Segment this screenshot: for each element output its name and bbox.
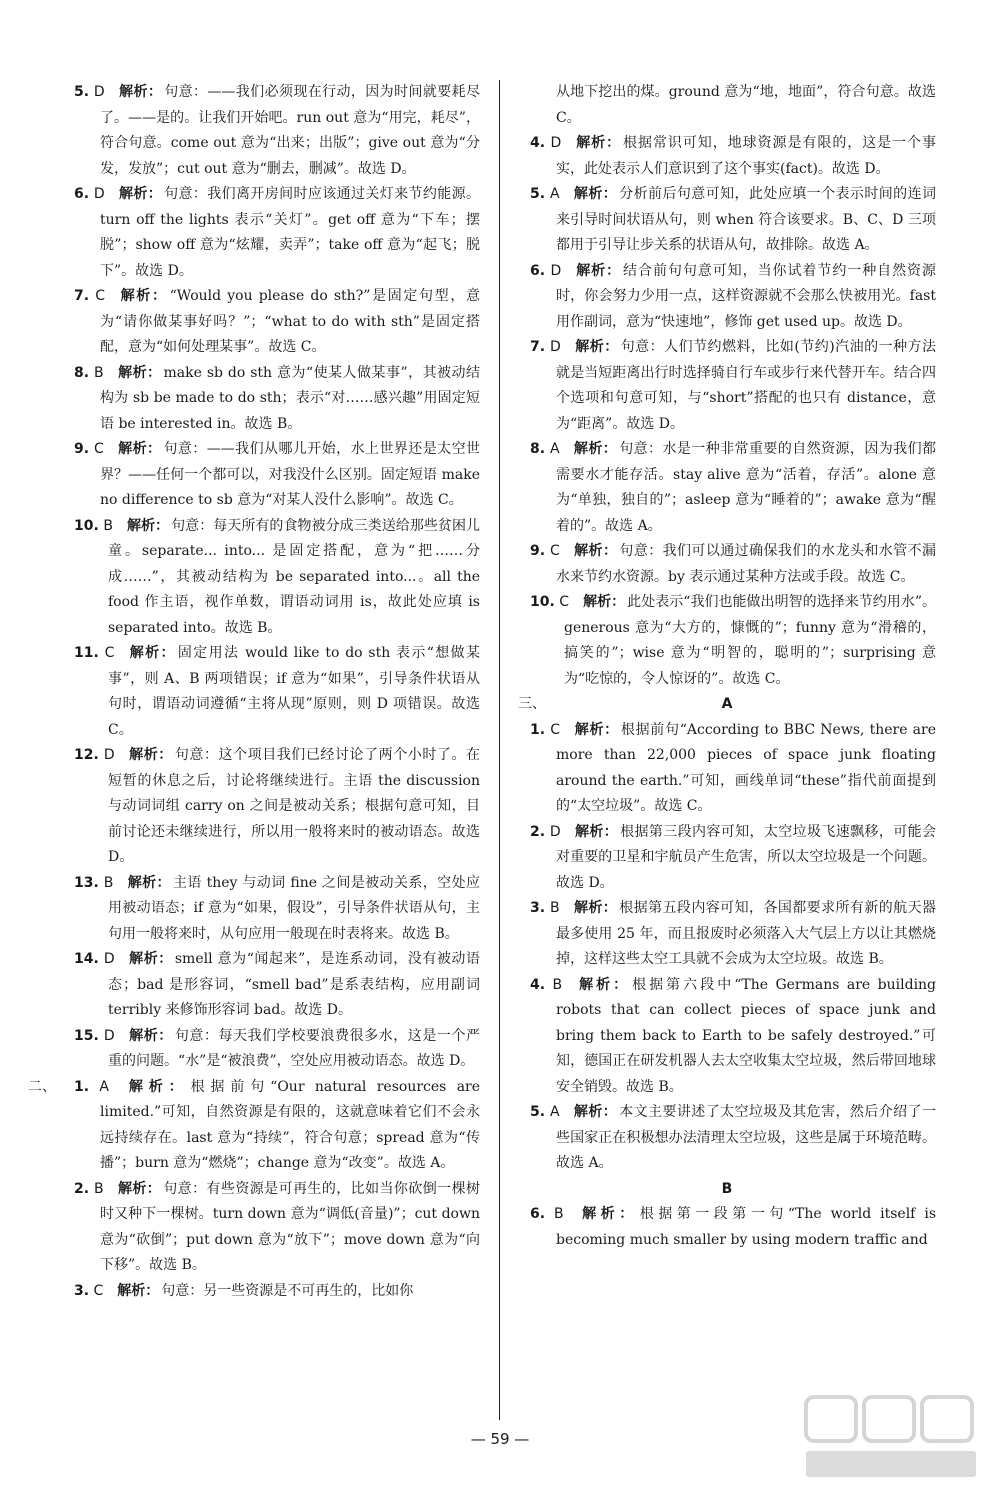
analysis-text: make sb do sth 意为“使某人做某事”，其被动结构为 sb be made to do sth；表示“对……感兴趣”用固定短语 be interested in。故选 B。 — [100, 364, 481, 432]
answer-item — [62, 1279, 480, 1305]
item-number: 5. — [530, 186, 546, 202]
analysis-label: 解析： — [128, 951, 173, 967]
analysis-text: 句意：人们节约燃料，比如(节约)汽油的一种方法就是当短距离出行时选择骑自行车或步行来代替开车。结合四个选项和句意可知，与“short”搭配的也只有 distance，意为“距离”。故选 D。 — [556, 339, 937, 432]
analysis-label: 解析： — [573, 1104, 618, 1120]
item-answer: B — [103, 874, 114, 891]
continuation-text: 从地下挖出的煤。ground 意为“地，地面”，符合句意。故选 C。 — [556, 84, 936, 126]
analysis-text: 句意：另一些资源是不可再生的，比如你 — [161, 1282, 414, 1299]
item-number: 6. — [530, 262, 546, 279]
answer-item — [62, 437, 480, 514]
item-answer: B — [549, 900, 560, 916]
analysis-text: 根据第六段中“The Germans are building robots that can collect pieces of space junk and bring them back to Earth to be safely destroyed.”可知，德国正在研发机器人去太空收集太空垃圾，然后带回地球安全销毁。故选 B。 — [556, 976, 937, 1095]
answer-item — [518, 718, 936, 820]
analysis-label: 解析： — [573, 900, 618, 916]
item-answer: C — [93, 1282, 104, 1299]
item-number: 13. — [74, 874, 99, 891]
analysis-text: 句意：水是一种非常重要的自然资源，因为我们都需要水才能存活。stay alive 意为“活着，存活”。alone 意为“单独，独自的”；asleep 意为“睡着的”；awake 意为“醒着的”。故选 A。 — [556, 441, 937, 534]
analysis-label: 解析： — [117, 1282, 160, 1299]
analysis-text: 根据前句“Our natural resources are limited.”可知，自然资源是有限的，这就意味着它们不会永远持续存在。last 意为“持续”，符合句意；spread 意为“传播”；burn 意为“燃烧”；change 意为“改变”。故选 A。 — [100, 1078, 481, 1171]
item-answer: D — [550, 262, 562, 279]
item-number: 11. — [74, 645, 99, 661]
item-number: 2. — [74, 1180, 90, 1197]
column-divider — [499, 80, 500, 1420]
item-number: 10. — [530, 594, 555, 610]
item-answer: A — [549, 441, 560, 457]
answer-item — [518, 973, 936, 1101]
item-number: 15. — [74, 1027, 99, 1044]
analysis-text: 本文主要讲述了太空垃圾及其危害，然后介绍了一些国家正在积极想办法清理太空垃圾，这些是属于环境范畴。故选 A。 — [556, 1104, 937, 1171]
analysis-text: 句意：每天所有的食物被分成三类送给那些贫困儿童。separate... into... 是固定搭配，意为“把……分成……”，其被动结构为 be separated into...。all the food 作主语，视作单数，谓语动词用 is，故此处应填 is separated into。故选 B。 — [108, 517, 481, 636]
answer-item — [518, 131, 936, 182]
passage-a-label: A — [721, 696, 733, 712]
passage-b-label: B — [721, 1180, 733, 1197]
item-answer: B — [552, 976, 563, 993]
analysis-text: “Would you please do sth?”是固定句型，意为“请你做某事好吗？”；“what to do with sth”是固定搭配，意为“如何处理某事”。故选 C。 — [100, 288, 481, 355]
answer-item — [62, 641, 480, 743]
answer-item — [518, 896, 936, 973]
answer-item — [518, 182, 936, 259]
section-2 — [28, 1075, 481, 1305]
answer-item — [62, 871, 480, 948]
section-2-label: 二、 — [28, 1078, 56, 1095]
analysis-label: 解析： — [123, 1078, 189, 1095]
analysis-text: 固定用法 would like to do sth 表示“想做某事”，则 A、B 两项错误；if 意为“如果”，引导条件状语从句时，谓语动词遵循“主将从现”原则，则 D 项错误。故选 C。 — [108, 645, 480, 738]
analysis-label: 解析： — [573, 186, 618, 202]
item-number: 9. — [74, 441, 90, 457]
answer-item — [518, 1202, 936, 1253]
item-number: 6. — [74, 186, 90, 202]
analysis-text: 句意：有些资源是可再生的，比如当你砍倒一棵树时又种下一棵树。turn down 意为“调低(音量)”；cut down 意为“砍倒”；put down 意为“放下”；move down 意为“向下移”。故选 B。 — [100, 1180, 481, 1273]
analysis-text: 根据第一段第一句“The world itself is becoming much smaller by using modern traffic and — [556, 1206, 936, 1248]
answer-item — [62, 1024, 480, 1075]
analysis-text: 根据第三段内容可知，太空垃圾飞速飘移，可能会对重要的卫星和宇航员产生危害，所以太空垃圾是一个问题。故选 D。 — [556, 823, 937, 891]
analysis-label: 解析： — [117, 1180, 162, 1197]
item-answer: B — [93, 1180, 104, 1197]
item-answer: D — [103, 747, 115, 763]
answer-item — [62, 743, 480, 871]
item-number: 7. — [74, 288, 90, 304]
analysis-label: 解析： — [574, 823, 619, 840]
analysis-text: 根据常识可知，地球资源是有限的，这是一个事实，此处表示人们意识到了这个事实(fact)。故选 D。 — [556, 135, 937, 177]
answer-item — [518, 1100, 936, 1177]
section-3-label: 三、 — [518, 696, 546, 712]
analysis-label: 解析： — [573, 441, 618, 457]
analysis-text: 句意：——我们必须现在行动，因为时间就要耗尽了。——是的。让我们开始吧。run out 意为“用完，耗尽”，符合句意。come out 意为“出来；出版”；give out 意为“分发，发放”；cut out 意为“删去，删减”。故选 D。 — [100, 84, 481, 177]
analysis-label: 解析： — [575, 135, 622, 151]
item-answer: C — [95, 288, 105, 304]
item-answer: D — [550, 135, 562, 151]
item-answer: C — [549, 543, 560, 559]
answer-item — [62, 514, 480, 642]
analysis-text: 根据第五段内容可知，各国都要求所有新的航天器最多使用 25 年，而且报废时必须落入大气层上方以让其燃烧掉，这样这些太空工具就不会成为太空垃圾。故选 B。 — [556, 900, 937, 967]
analysis-label: 解析： — [573, 543, 618, 559]
item-number: 4. — [530, 135, 546, 151]
answer-item — [62, 1075, 480, 1177]
section-3-heading — [518, 692, 936, 718]
answer-item — [62, 947, 480, 1024]
analysis-label: 解析： — [118, 288, 168, 304]
analysis-text: 分析前后句意可知，此处应填一个表示时间的连词来引导时间状语从句，则 when 符合该要求。B、C、D 三项都用于引导让步关系的状语从句，故排除。故选 A。 — [556, 186, 937, 253]
analysis-label: 解析： — [574, 339, 619, 355]
analysis-label: 解析： — [127, 874, 171, 891]
analysis-label: 解析： — [128, 747, 173, 763]
item-number: 2. — [530, 823, 546, 840]
answer-item — [62, 80, 480, 182]
answer-item — [62, 1177, 480, 1279]
item-number: 10. — [74, 517, 99, 534]
item-number: 8. — [530, 441, 546, 457]
analysis-label: 解析： — [574, 721, 619, 738]
item-answer: B — [554, 1206, 564, 1222]
answer-item — [518, 539, 936, 590]
item-number: 5. — [74, 84, 90, 100]
item-number: 3. — [530, 900, 546, 916]
analysis-label: 解析： — [117, 364, 162, 381]
analysis-label: 解析： — [128, 645, 176, 661]
item-answer: D — [103, 951, 115, 967]
item-answer: D — [549, 823, 561, 840]
analysis-text: 句意：每天我们学校要浪费很多水，这是一个严重的问题。“水”是“被浪费”，空处应用被动语态。故选 D。 — [108, 1027, 481, 1069]
item-answer: D — [103, 1027, 115, 1044]
answer-item — [62, 182, 480, 284]
item-answer: D — [550, 339, 561, 355]
analysis-label: 解析： — [583, 594, 626, 610]
page-number: — 59 — — [470, 1430, 530, 1448]
item-number: 14. — [74, 951, 99, 967]
item-answer: A — [549, 1104, 560, 1120]
analysis-text: 句意：我们离开房间时应该通过关灯来节约能源。turn off the lights 表示“关灯”。get off 意为“下车；摆脱”；show off 意为“炫耀，卖弄”；take off 意为“起飞；脱下”。故选 D。 — [100, 186, 481, 279]
item-answer: C — [104, 645, 115, 661]
analysis-text: 句意：我们可以通过确保我们的水龙头和水管不漏水来节约水资源。by 表示通过某种方法或手段。故选 C。 — [556, 543, 937, 585]
analysis-label: 解析： — [118, 84, 163, 100]
item-number: 8. — [74, 364, 90, 381]
answer-item — [518, 335, 936, 437]
answer-item — [518, 590, 936, 692]
analysis-label: 解析： — [575, 262, 622, 279]
analysis-label: 解析： — [118, 186, 163, 202]
watermark-logo — [802, 1393, 982, 1483]
item-number: 1. — [530, 721, 546, 738]
item-answer: D — [93, 84, 105, 100]
item-answer: C — [550, 721, 561, 738]
analysis-label: 解析： — [128, 1027, 173, 1044]
analysis-label: 解析： — [126, 517, 170, 534]
item-number: 7. — [530, 339, 546, 355]
analysis-text: 句意：——我们从哪儿开始，水上世界还是太空世界？——任何一个都可以，对我没什么区别。固定短语 make no difference to sb 意为“对某人没什么影响”。故选 C。 — [100, 441, 481, 508]
answer-item — [62, 361, 480, 438]
item-number: 5. — [530, 1104, 546, 1120]
left-column — [28, 80, 481, 1304]
item-number: 1. — [74, 1078, 90, 1095]
item-number: 4. — [530, 976, 546, 993]
item-number: 3. — [74, 1282, 90, 1299]
item-answer: C — [559, 594, 570, 610]
item-number: 6. — [530, 1206, 546, 1222]
analysis-label: 解析： — [576, 976, 631, 993]
analysis-text: 根据前句“According to BBC News, there are more than 22,000 pieces of space junk floating around the earth.”可知，画线单词“these”指代前面提到的“太空垃圾”。故选 C。 — [556, 721, 937, 814]
answer-item — [62, 284, 480, 361]
item-answer: B — [103, 517, 113, 534]
analysis-label: 解析： — [577, 1206, 638, 1222]
item-answer: A — [99, 1078, 109, 1095]
analysis-text: smell 意为“闻起来”，是连系动词，没有被动语态；bad 是形容词，“smell bad”是系表结构，应用副词 terribly 来修饰形容词 bad。故选 D。 — [108, 951, 480, 1018]
right-column — [518, 80, 936, 1253]
analysis-text: 句意：这个项目我们已经讨论了两个小时了。在短暂的休息之后，讨论将继续进行。主语 the discussion 与动词词组 carry on 之间是被动关系；根据句意可知，目前讨论还未继续进行，所以用一般将来时的被动语态。故选 D。 — [108, 747, 481, 865]
item-number: 12. — [74, 747, 99, 763]
item-answer: B — [94, 364, 104, 381]
analysis-text: 结合前句句意可知，当你试着节约一种自然资源时，你会努力少用一点，这样资源就不会那么快被用光。fast 用作副词，意为“快速地”，修饰 get used up。故选 D。 — [556, 262, 937, 330]
item-answer: A — [549, 186, 560, 202]
item-number: 9. — [530, 543, 546, 559]
analysis-text: 主语 they 与动词 fine 之间是被动关系，空处应用被动语态；if 意为“如果，假设”，引导条件状语从句，主句用一般将来时，从句应用一般现在时表将来。故选 B。 — [108, 874, 481, 942]
item-answer: C — [93, 441, 104, 457]
analysis-label: 解析： — [117, 441, 162, 457]
answer-item — [518, 437, 936, 539]
item-answer: D — [93, 186, 105, 202]
analysis-text: 此处表示“我们也能做出明智的选择来节约用水”。generous 意为“大方的，慷慨的”；funny 意为“滑稽的，搞笑的”；wise 意为“明智的，聪明的”；surprising 意为“吃惊的，令人惊讶的”。故选 C。 — [564, 594, 936, 687]
answer-item — [518, 259, 936, 336]
answer-item — [518, 820, 936, 897]
